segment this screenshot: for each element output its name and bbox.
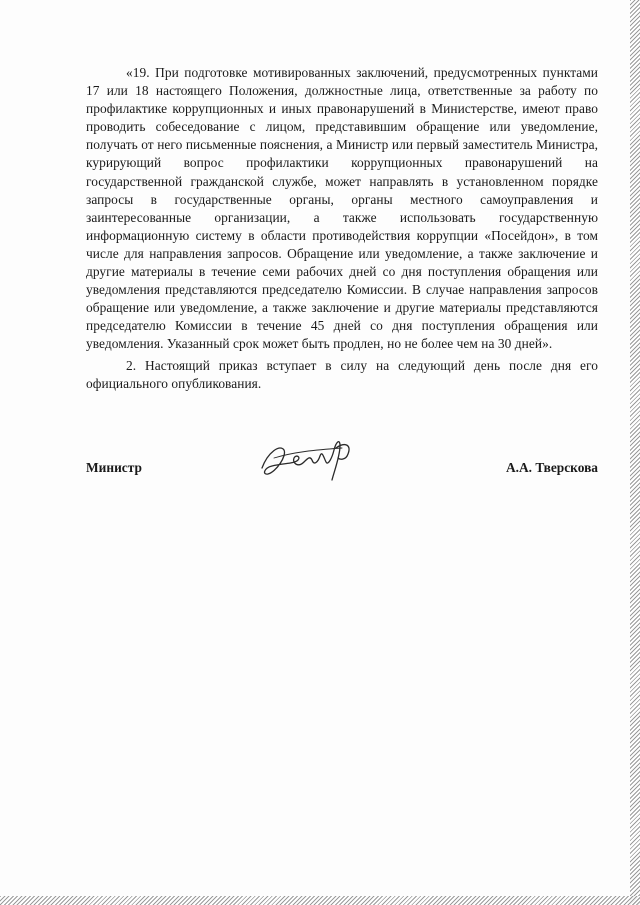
scan-edge-right xyxy=(630,0,640,905)
scan-edge-bottom xyxy=(0,896,640,905)
signer-title: Министр xyxy=(86,460,142,475)
paragraph-19: «19. При подготовке мотивированных заключений, предусмотренных пунктами 17 или 18 настоящего Положения, должностные лица, ответственные за работу по профилактике коррупционных и иных правонарушений в Министерстве, имеют право проводить собеседование с лицом, представившим обращение или уведомление, получать от него письменные пояснения, а Министр или первый заместитель Министра, курирующий вопрос профилактики коррупционных правонарушений на государственной гражданской службе, может направлять в установленном порядке запросы в государственные органы, органы местного самоуправления и заинтересованные организации, а также использовать государственную информационную систему в области противодействия коррупции «Посейдон», в том числе для направления запросов. Обращение или уведомление, а также заключение и другие материалы в течение семи рабочих дней со дня поступления обращения или уведомления представляются председателю Комиссии. В случае направления запросов обращение или уведомление, а также заключение и другие материалы представляются председателю Комиссии в течение 45 дней со дня поступления обращения или уведомления. Указанный срок может быть продлен, но не более чем на 30 дней». xyxy=(86,65,598,352)
signature-block xyxy=(86,428,598,498)
handwritten-signature xyxy=(254,428,364,488)
signer-name: А.А. Тверскова xyxy=(505,460,598,475)
paragraph-effective-date: 2. Настоящий приказ вступает в силу на следующий день после дня его официального опубликования. xyxy=(86,357,598,391)
document-body xyxy=(86,64,598,393)
